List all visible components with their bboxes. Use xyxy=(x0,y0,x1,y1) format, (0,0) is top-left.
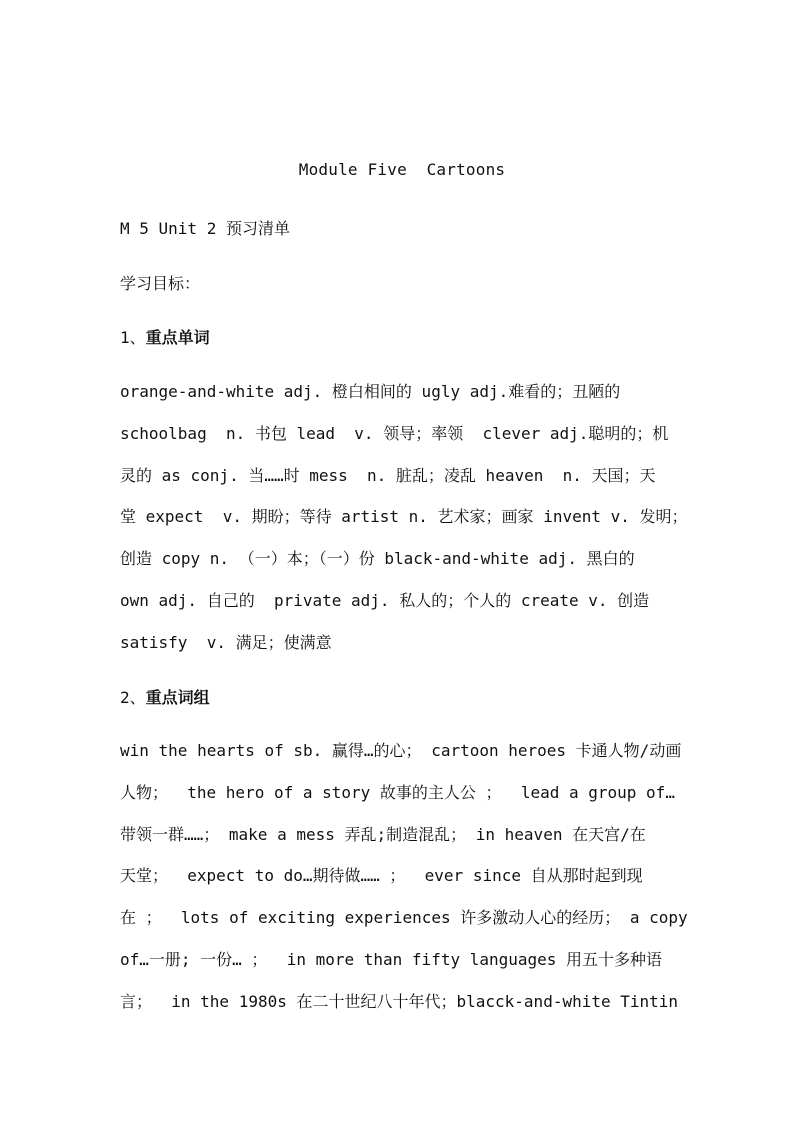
section-1-body xyxy=(120,371,700,664)
vocab-line: schoolbag n. 书包 lead v. 领导；率领 clever adj.聪明的；机 xyxy=(120,423,669,443)
unit-subtitle: M 5 Unit 2 预习清单 xyxy=(120,219,290,238)
phrase-line: of…一册; 一份… ； in more than fifty languages 用五十多种语 xyxy=(120,949,663,969)
phrase-line: 天堂； expect to do…期待做…… ； ever since 自从那时起到现 xyxy=(120,866,643,886)
phrase-line: 人物； the hero of a story 故事的主人公 ； lead a group of… xyxy=(120,782,675,802)
section-2-body xyxy=(120,730,700,1023)
vocab-line: orange-and-white adj. 橙白相间的 ugly adj.难看的；丑陋的 xyxy=(120,382,621,401)
section-2-title: 重点词组 xyxy=(145,688,210,707)
vocab-line: 灵的 as conj. 当……时 mess n. 脏乱；凌乱 heaven n. 天国；天 xyxy=(120,465,656,485)
phrase-line: 言； in the 1980s 在二十世纪八十年代；blacck-and-white Tintin xyxy=(120,991,679,1011)
section-2-number: 2、 xyxy=(120,688,146,707)
section-2-heading xyxy=(120,685,700,708)
vocab-line: 创造 copy n. （一）本；（一）份 black-and-white adj. 黑白的 xyxy=(120,549,635,569)
phrase-line: 在 ； lots of exciting experiences 许多激动人心的经历； a copy xyxy=(120,908,688,928)
objectives-label: 学习目标： xyxy=(120,274,201,293)
section-1-heading xyxy=(120,325,700,348)
document-title: Module Five Cartoons xyxy=(298,160,506,179)
vocab-line: 堂 expect v. 期盼；等待 artist n. 艺术家；画家 invent v. 发明； xyxy=(120,507,688,527)
vocab-line: satisfy v. 满足；使满意 xyxy=(120,632,332,652)
phrase-line: 带领一群……； make a mess 弄乱;制造混乱； in heaven 在天宫/在 xyxy=(120,824,646,844)
section-1-title: 重点单词 xyxy=(145,328,210,347)
vocab-line: own adj. 自己的 private adj. 私人的；个人的 create v. 创造 xyxy=(120,590,650,610)
section-1-number: 1、 xyxy=(120,328,146,347)
phrase-line: win the hearts of sb. 赢得…的心； cartoon heroes 卡通人物/动画 xyxy=(120,741,682,760)
